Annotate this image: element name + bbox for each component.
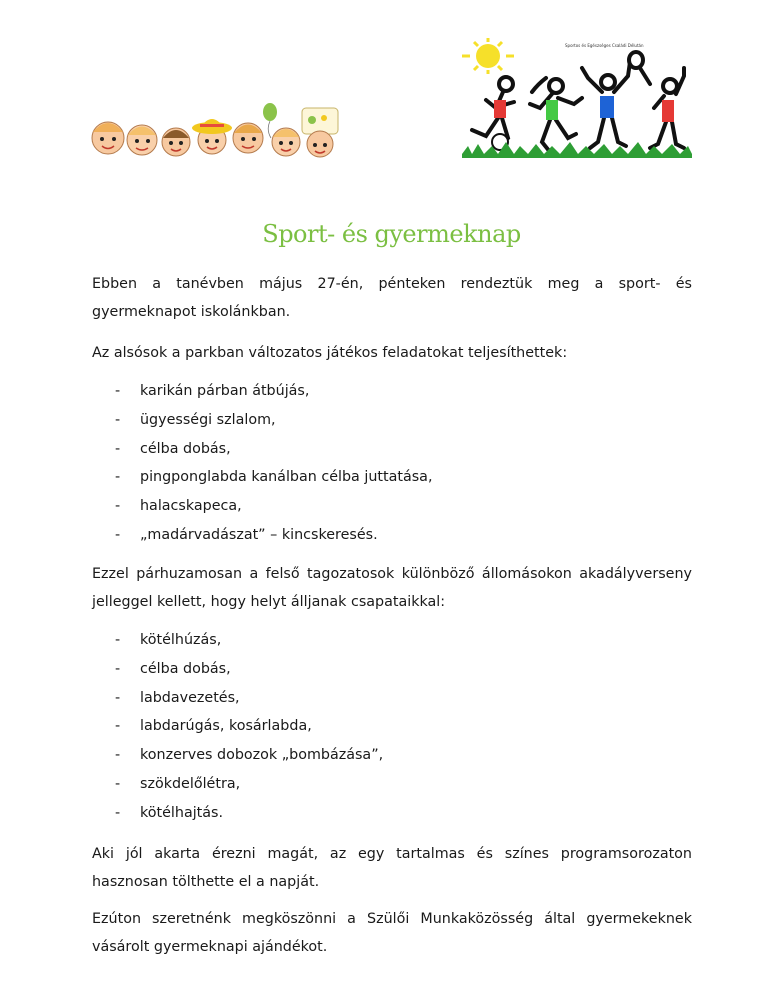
lower-grades-list [92,377,692,550]
list-item: - kötélhajtás. [115,804,224,821]
list-item: - kötélhúzás, [115,632,222,648]
kid-face-with-sign [302,108,338,157]
lower-grades-intro: Az alsósok a parkban változatos játékos feladatokat teljesíthettek: [92,345,568,361]
upper-grades-intro: Ezzel párhuzamosan a felső tagozatosok különböző állomásokon akadályverseny jelleggel kellett, hogy helyt álljanak csapataikkal: [92,566,692,610]
kids-faces-illustration [88,100,346,162]
page-title: Sport- és gyermeknap [262,220,521,248]
kid-face [92,122,124,154]
list-item: - halacskapeca, [115,498,242,515]
sun-icon [462,38,514,74]
stick-figure-blue [582,62,630,148]
list-item: - ügyességi szlalom, [115,411,276,428]
kid-face [272,128,300,156]
list-item: - „madárvadászat” – kincskeresés. [115,526,378,543]
list-item: - célba dobás, [115,660,231,677]
upper-grades-list [92,626,692,828]
list-item: - labdavezetés, [115,689,240,706]
sport-image-caption: Sportos és Egészséges Családi Délután [565,43,644,48]
list-item: - labdarúgás, kosárlabda, [115,718,312,735]
list-item: - pingponglabda kanálban célba juttatása, [115,469,433,486]
kid-face [233,123,263,153]
kid-face [162,128,190,156]
list-item: - konzerves dobozok „bombázása”, [115,747,384,764]
list-item: - szökdelőlétra, [115,775,241,792]
closing-paragraph-2: Ezúton szeretnénk megköszönni a Szülői Munkaközösség által gyermekeknek vásárolt gyermeknapi ajándékot. [92,911,692,955]
stick-figure-green [530,78,582,152]
closing-paragraph-1: Aki jól akarta érezni magát, az egy tartalmas és színes programsorozaton hasznosan tölthette el a napját. [92,846,692,890]
kid-face-with-hat [192,119,232,154]
stick-figures-sport-illustration [458,38,692,162]
intro-paragraph: Ebben a tanévben május 27-én, pénteken rendeztük meg a sport- és gyermeknapot iskolánkban. [92,276,692,320]
list-item: - karikán párban átbújás, [115,383,310,399]
stick-figure-red-racket [629,52,684,148]
list-item: - célba dobás, [115,440,231,457]
kid-face [127,125,157,155]
